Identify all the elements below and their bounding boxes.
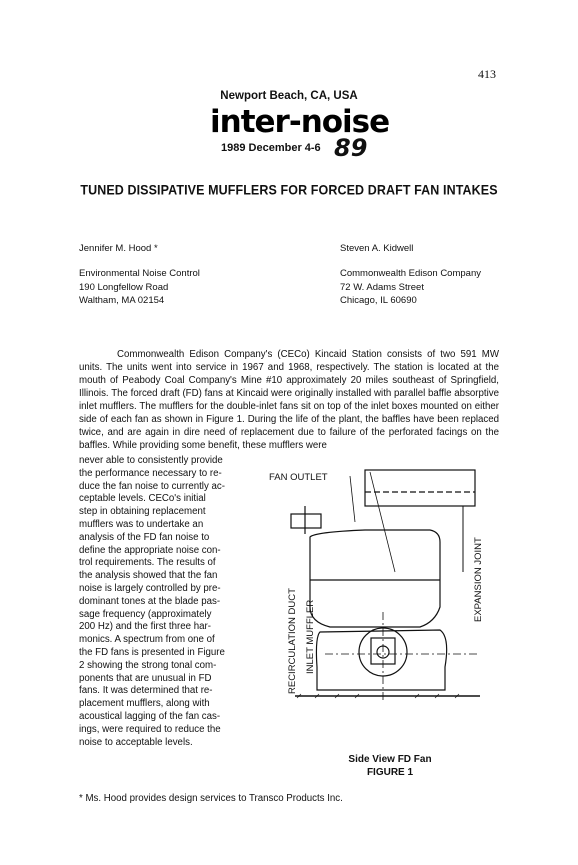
affiliation-line: Commonwealth Edison Company (340, 268, 481, 279)
affiliation-line: 72 W. Adams Street (340, 281, 424, 293)
fan-outlet-duct (365, 470, 475, 506)
body-column-line: trol requirements. The results of (79, 557, 216, 569)
fan-outlet-label: FAN OUTLET (269, 472, 328, 483)
body-column-line: ponents that are unusual in FD (79, 672, 212, 684)
body-column-line: monics. A spectrum from one of (79, 634, 215, 646)
body-column-line: the performance necessary to re- (79, 467, 222, 479)
body-column-line: fans. It was determined that re- (79, 685, 213, 697)
body-column-text (79, 455, 239, 749)
affiliation-line: Environmental Noise Control (79, 268, 200, 279)
body-column-line: analysis of the FD fan noise to (79, 531, 210, 543)
body-column-line: ceptable levels. CECo's initial (79, 493, 206, 505)
conference-brand: inter-noise (210, 104, 390, 140)
expansion-joint-label: EXPANSION JOINT (473, 537, 484, 622)
body-column-line: placement mufflers, along with (79, 698, 210, 710)
inlet-muffler-label: INLET MUFFLER (305, 599, 316, 674)
body-column-line: noise is largely controlled by pre- (79, 582, 221, 594)
body-text: Commonwealth Edison Company's (CECo) Kincaid Station consists of two 591 MW units. The units went into service in 1967 and 1968, respectively. The station is located at the mouth of Peabody Coal Company's Mine #10 approximately 20 miles southeast of Springfield, Illinois. The forced draft (FD) fans at Kincaid were originally installed with parallel baffle absorptive inlet mufflers. The mufflers for the double-inlet fans sit on top of the inlet boxes mounted on either side of each fan as shown in Figure 1. During the life of the plant, the baffles have been replaced twice, and are again in dire need of replacement due to failure of the perforated facings on the baffles. While providing some benefit, these mufflers were (79, 349, 499, 451)
footnote: * Ms. Hood provides design services to Transco Products Inc. (79, 793, 343, 804)
conference-date: 1989 December 4-6 (221, 142, 321, 154)
body-column-line: the FD fans is presented in Figure (79, 646, 225, 658)
figure-caption-number: FIGURE 1 (366, 767, 414, 778)
fan-housing (316, 630, 446, 690)
body-column-line: duce the fan noise to currently ac- (79, 480, 225, 492)
body-column-line: sage frequency (approximately (79, 608, 212, 620)
figure-caption-title: Side View FD Fan (348, 754, 432, 765)
body-column-line: the analysis showed that the fan (79, 570, 218, 582)
body-column-line: 2 showing the strong tonal com- (79, 659, 217, 671)
body-column-line: define the appropriate noise con- (79, 544, 221, 556)
body-column-line: ings, were required to reduce the (79, 723, 221, 735)
author-affiliation (340, 267, 481, 308)
conference-location: Newport Beach, CA, USA (220, 90, 358, 102)
body-column-line: noise to acceptable levels. (79, 736, 193, 748)
page-number: 413 (478, 67, 496, 81)
body-column-line: mufflers was to undertake an (79, 518, 204, 530)
affiliation-line: Chicago, IL 60690 (340, 295, 417, 306)
recirculation-duct-stub (291, 514, 321, 528)
recirculation-duct-label: RECIRCULATION DUCT (287, 588, 298, 694)
body-column-line: never able to consistently provide (79, 455, 223, 466)
conference-logo (210, 104, 410, 164)
affiliation-line: 190 Longfellow Road (79, 281, 169, 293)
body-column-line: 200 Hz) and the first three har- (79, 621, 211, 633)
affiliation-line: Waltham, MA 02154 (79, 295, 165, 306)
body-column-line: acoustical lagging of the fan cas- (79, 710, 221, 722)
author-affiliation (79, 267, 200, 308)
body-paragraph (79, 348, 499, 452)
inlet-muffler-body (310, 530, 440, 627)
figure-1-drawing (255, 462, 505, 702)
conference-year-mark: 89 (334, 134, 368, 162)
body-column-line: dominant tones at the blade pas- (79, 595, 221, 607)
body-column-line: step in obtaining replacement (79, 506, 206, 518)
author-name: Jennifer M. Hood * (79, 243, 158, 254)
paper-title: TUNED DISSIPATIVE MUFFLERS FOR FORCED DRAFT FAN INTAKES (80, 182, 498, 198)
author-name: Steven A. Kidwell (340, 243, 414, 254)
